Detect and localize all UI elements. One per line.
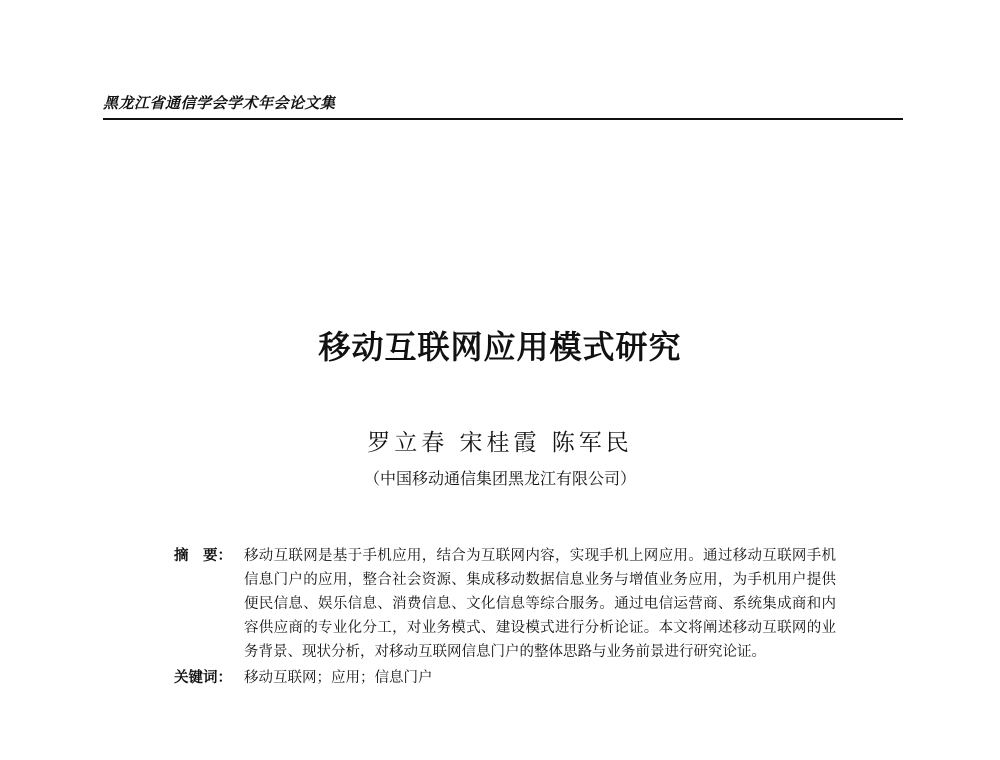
paper-affiliation: （中国移动通信集团黑龙江有限公司） <box>363 469 636 488</box>
journal-header: 黑龙江省通信学会学术年会论文集 <box>103 94 336 112</box>
keywords-label: 关键词： <box>174 670 232 686</box>
keywords-row <box>174 666 839 690</box>
paper-authors: 罗立春 宋桂霞 陈军民 <box>367 430 633 456</box>
paper-title: 移动互联网应用模式研究 <box>318 328 682 366</box>
abstract-text: 移动互联网是基于手机应用，结合为互联网内容，实现手机上网应用。通过移动互联网手机信息门户的应用，整合社会资源、集成移动数据信息业务与增值业务应用，为手机用户提供便民信息、娱乐信息、消费信息、文化信息等综合服务。通过电信运营商、系统集成商和内容供应商的专业化分工，对业务模式、建设模式进行分析论证。本文将阐述移动互联网的业务背景、现状分析，对移动互联网信息门户的整体思路与业务前景进行研究论证。 <box>244 548 836 660</box>
abstract-label: 摘 要： <box>174 548 232 564</box>
keywords-text: 移动互联网；应用；信息门户 <box>244 670 433 686</box>
abstract-row <box>174 544 839 664</box>
header-divider <box>103 118 903 120</box>
abstract-section <box>174 544 839 690</box>
